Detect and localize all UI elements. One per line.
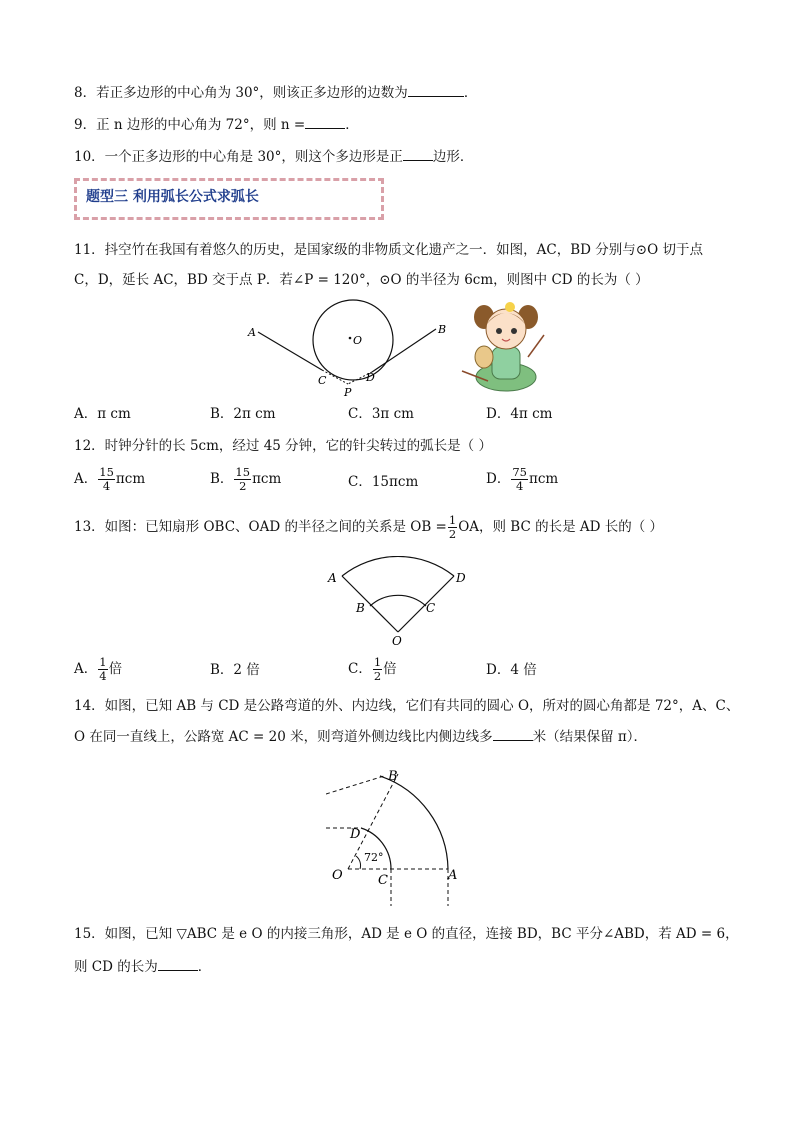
question-8: 8．若正多边形的中心角为 30°，则该正多边形的边数为 ． (74, 82, 477, 103)
q12-option-c[interactable]: C．15πcm (348, 474, 419, 490)
question-13: 13．如图：已知扇形 OBC、OAD 的半径之间的关系是 OB = $\frac{1}{2}$ OA，则 BC 的长是 AD 长的（ ） (74, 513, 664, 541)
q10-answer-blank[interactable] (403, 146, 433, 161)
q11-center-dot (349, 337, 352, 340)
q8-answer-blank[interactable] (408, 82, 464, 97)
q14-label-c: C (378, 873, 388, 888)
q13-label-a: A (328, 571, 337, 585)
q14-top-dashed (326, 776, 384, 794)
q12-option-a[interactable]: A． $\frac{15}{4}$ πcm (74, 465, 146, 493)
question-12: 12．时钟分针的长 5cm，经过 45 分钟，它的针尖转过的弧长是（ ） (74, 438, 492, 454)
section-title: 题型三 利用弧长公式求弧长 (86, 189, 259, 205)
question-14-line-1: 14．如图，已知 AB 与 CD 是公路弯道的外、内边线，它们有共同的圆心 O，所对的圆心角都是 72°，A、C、 (74, 698, 740, 714)
q14-label-b: B (388, 769, 398, 784)
q13-label-o: O (392, 634, 402, 648)
question-9: 9．正 n 边形的中心角为 72°，则 n = ． (74, 114, 359, 135)
question-11-line-2: C，D，延长 AC，BD 交于点 P．若∠P = 120°，⊙O 的半径为 6cm，则图中 CD 的长为（ ） (74, 272, 649, 288)
q11-label-c: C (318, 374, 327, 387)
q8-text: 8．若正多边形的中心角为 30°，则该正多边形的边数为 (74, 85, 408, 101)
q14-label-d: D (350, 827, 361, 842)
q14-label-a: A (448, 868, 458, 883)
q12-option-d[interactable]: D． $\frac{75}{4}$ πcm (486, 465, 559, 493)
q12-option-b[interactable]: B． $\frac{15}{2}$ πcm (210, 465, 282, 493)
q14-label-angle: 72° (364, 851, 384, 864)
q11-label-b: B (438, 323, 447, 336)
question-15-line-2: 则 CD 的长为 ． (74, 956, 211, 977)
q11-figure (240, 292, 460, 402)
q11-option-a[interactable]: A．π cm (74, 406, 131, 422)
q13-option-d[interactable]: D．4 倍 (486, 662, 537, 678)
q11-label-p: P (344, 386, 352, 399)
q13-outer-arc-ad (342, 556, 454, 576)
q14-outer-arc-ab (380, 776, 448, 869)
q13-label-b: B (356, 601, 365, 615)
q13-sector-figure (320, 556, 470, 648)
cartoon-girl-illustration (448, 295, 558, 395)
q11-option-c[interactable]: C．3π cm (348, 406, 414, 422)
q11-tangent-bd (372, 329, 436, 372)
question-14-line-2: O 在同一直线上，公路宽 AC = 20 米，则弯道外侧边线比内侧边线多 米（结果保留 π）． (74, 726, 647, 747)
q13-option-a[interactable]: A． $\frac{1}{4}$ 倍 (74, 655, 123, 683)
question-10: 10．一个正多边形的中心角是 30°，则这个多边形是正 边形． (74, 146, 473, 167)
q11-label-a: A (248, 326, 256, 339)
q13-radius-oa (342, 576, 398, 632)
q15-answer-blank[interactable] (158, 956, 198, 971)
question-11-line-1: 11．抖空竹在我国有着悠久的历史，是国家级的非物质文化遗产之一．如图，AC，BD 分别与⊙O 切于点 (74, 242, 703, 258)
q11-tangent-ac (258, 332, 322, 370)
q11-option-b[interactable]: B．2π cm (210, 406, 276, 422)
question-15-line-1: 15．如图，已知 ▽ABC 是 e O 的内接三角形，AD 是 e O 的直径，连接 BD，BC 平分∠ABD，若 AD = 6， (74, 926, 739, 942)
q13-option-c[interactable]: C． $\frac{1}{2}$ 倍 (348, 655, 397, 683)
q9-text: 9．正 n 边形的中心角为 72°，则 n = (74, 117, 306, 133)
q13-inner-arc-bc (370, 595, 426, 606)
q13-label-d: D (456, 571, 466, 585)
q9-answer-blank[interactable] (305, 114, 345, 129)
q14-angle-mark (356, 856, 361, 869)
q13-option-b[interactable]: B．2 倍 (210, 662, 260, 678)
q14-label-o: O (332, 868, 343, 883)
q14-road-figure (326, 762, 476, 908)
q14-answer-blank[interactable] (493, 726, 533, 741)
q13-label-c: C (426, 601, 436, 615)
q11-option-d[interactable]: D．4π cm (486, 406, 553, 422)
q11-label-o: O (353, 334, 363, 347)
q11-label-d: D (366, 371, 375, 384)
q10-text: 10．一个正多边形的中心角是 30°，则这个多边形是正 (74, 149, 403, 165)
